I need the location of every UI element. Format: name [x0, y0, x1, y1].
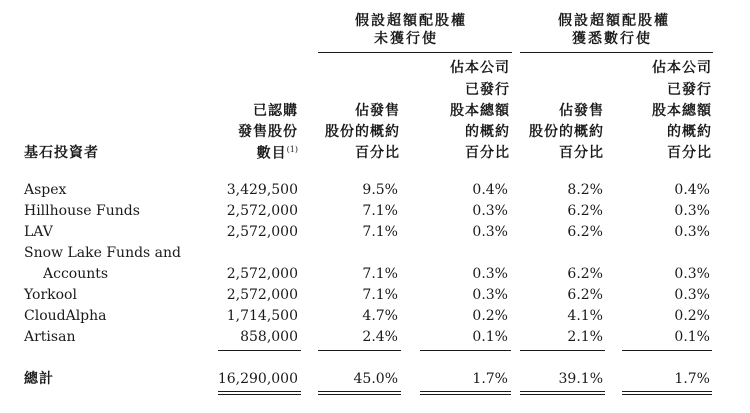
- total-double-rule-a2-1: [420, 391, 511, 392]
- group-header-fully-exercised-line2: 獲悉數行使: [572, 31, 652, 47]
- total-double-rule-a1-1: [318, 391, 401, 392]
- row-b2-yorkool: 0.3%: [674, 287, 710, 303]
- subtotal-rule-shares: [218, 350, 301, 351]
- total-a2: 1.7%: [472, 371, 508, 387]
- group-header-not-exercised-line1: 假設超額配股權: [355, 13, 467, 29]
- col-pct-issued-a-line5: 百分比: [465, 145, 510, 161]
- row-a1-hillhouse: 7.1%: [362, 203, 398, 219]
- total-double-rule-b1-2: [520, 394, 605, 395]
- total-double-rule-shares-2: [218, 394, 301, 395]
- col-pct-issued-b-line1: 佔本公司: [652, 60, 712, 76]
- group-header-fully-exercised-line1: 假設超額配股權: [558, 13, 670, 29]
- total-a1: 45.0%: [353, 371, 398, 387]
- row-shares-lav: 2,572,000: [226, 224, 298, 240]
- subtotal-rule-b1: [520, 350, 605, 351]
- col-shares-line3-text: 數目: [256, 145, 287, 162]
- col-pct-offer-b-line1: 佔發售: [559, 103, 604, 119]
- row-name-yorkool: Yorkool: [24, 287, 77, 303]
- row-name-cloudalpha: CloudAlpha: [24, 308, 107, 324]
- row-a2-hillhouse: 0.3%: [472, 203, 508, 219]
- total-double-rule-b2-2: [622, 394, 712, 395]
- row-shares-cloudalpha: 1,714,500: [226, 308, 298, 324]
- col-investor: 基石投資者: [24, 145, 99, 161]
- col-pct-issued-a-line3: 股本總額: [450, 103, 510, 119]
- col-shares-line2: 發售股份: [238, 124, 298, 140]
- row-shares-artisan: 858,000: [240, 329, 298, 345]
- subtotal-rule-b2: [622, 350, 712, 351]
- total-double-rule-b1-1: [520, 391, 605, 392]
- row-name-aspex: Aspex: [24, 182, 67, 198]
- col-pct-issued-b-line2: 已發行: [667, 82, 712, 98]
- col-pct-offer-b-line3: 百分比: [559, 145, 604, 161]
- row-a2-yorkool: 0.3%: [472, 287, 508, 303]
- col-pct-issued-a-line1: 佔本公司: [450, 60, 510, 76]
- footnote-marker: (1): [286, 145, 298, 154]
- row-name-artisan: Artisan: [24, 329, 76, 345]
- col-pct-issued-b-line4: 的概約: [667, 124, 712, 140]
- row-name-snow-lake-cont: Accounts: [43, 266, 109, 282]
- row-b2-artisan: 0.1%: [674, 329, 710, 345]
- total-double-rule-b2-1: [622, 391, 712, 392]
- row-shares-hillhouse: 2,572,000: [226, 203, 298, 219]
- col-pct-offer-a-line2: 股份的概約: [325, 124, 400, 140]
- row-name-hillhouse: Hillhouse Funds: [24, 203, 140, 219]
- total-double-rule-a2-2: [420, 394, 511, 395]
- total-double-rule-shares-1: [218, 391, 301, 392]
- col-pct-issued-b-line3: 股本總額: [652, 103, 712, 119]
- subtotal-rule-a1: [318, 350, 401, 351]
- group-rule-not-exercised: [318, 52, 512, 53]
- row-b2-aspex: 0.4%: [674, 182, 710, 198]
- col-pct-issued-b-line5: 百分比: [667, 145, 712, 161]
- row-b1-yorkool: 6.2%: [567, 287, 603, 303]
- row-b1-aspex: 8.2%: [567, 182, 603, 198]
- row-b1-cloudalpha: 4.1%: [567, 308, 603, 324]
- row-b2-cloudalpha: 0.2%: [674, 308, 710, 324]
- row-name-snow-lake: Snow Lake Funds and: [24, 245, 182, 261]
- row-a1-yorkool: 7.1%: [362, 287, 398, 303]
- subtotal-rule-a2: [420, 350, 511, 351]
- col-pct-issued-a-line2: 已發行: [465, 82, 510, 98]
- row-a2-aspex: 0.4%: [472, 182, 508, 198]
- row-shares-yorkool: 2,572,000: [226, 287, 298, 303]
- row-a2-cloudalpha: 0.2%: [472, 308, 508, 324]
- row-a1-lav: 7.1%: [362, 224, 398, 240]
- group-rule-fully-exercised: [520, 52, 713, 53]
- total-double-rule-a1-2: [318, 394, 401, 395]
- row-a1-artisan: 2.4%: [362, 329, 398, 345]
- total-label: 總計: [24, 371, 54, 387]
- row-b1-hillhouse: 6.2%: [567, 203, 603, 219]
- row-a1-aspex: 9.5%: [362, 182, 398, 198]
- row-b2-lav: 0.3%: [674, 224, 710, 240]
- row-a2-snow-lake: 0.3%: [472, 266, 508, 282]
- total-b2: 1.7%: [674, 371, 710, 387]
- row-a1-snow-lake: 7.1%: [362, 266, 398, 282]
- row-a1-cloudalpha: 4.7%: [362, 308, 398, 324]
- col-pct-offer-a-line3: 百分比: [355, 145, 400, 161]
- total-shares: 16,290,000: [217, 371, 298, 387]
- row-b1-artisan: 2.1%: [567, 329, 603, 345]
- col-shares-line3: [257, 146, 298, 161]
- row-name-lav: LAV: [24, 224, 53, 240]
- col-pct-issued-a-line4: 的概約: [465, 124, 510, 140]
- total-b1: 39.1%: [558, 371, 603, 387]
- row-b2-hillhouse: 0.3%: [674, 203, 710, 219]
- col-shares-line1: 已認購: [253, 103, 298, 119]
- row-a2-artisan: 0.1%: [472, 329, 508, 345]
- col-pct-offer-b-line2: 股份的概約: [529, 124, 604, 140]
- col-pct-offer-a-line1: 佔發售: [355, 103, 400, 119]
- row-shares-aspex: 3,429,500: [226, 182, 298, 198]
- row-b2-snow-lake: 0.3%: [674, 266, 710, 282]
- row-a2-lav: 0.3%: [472, 224, 508, 240]
- row-shares-snow-lake: 2,572,000: [226, 266, 298, 282]
- row-b1-lav: 6.2%: [567, 224, 603, 240]
- group-header-not-exercised-line2: 未獲行使: [374, 31, 438, 47]
- row-b1-snow-lake: 6.2%: [567, 266, 603, 282]
